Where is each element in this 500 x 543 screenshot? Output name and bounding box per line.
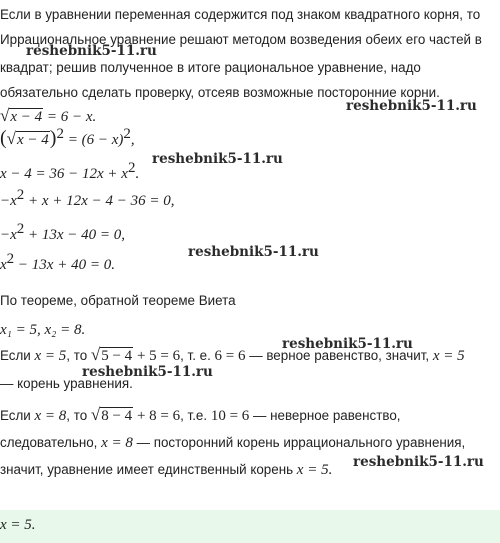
watermark: reshebnik5-11.ru — [188, 244, 319, 260]
watermark: reshebnik5-11.ru — [152, 151, 283, 167]
equation-5: $-x^2 + 13x - 40 = 0$, — [0, 221, 126, 243]
vieta-roots: x₁ = 5, x₂ = 8. — [0, 322, 86, 338]
intro-line-3: квадрат; решив полученное в итоге рациональное уравнение, надо — [0, 60, 421, 75]
watermark: reshebnik5-11.ru — [282, 336, 413, 352]
answer-text: x = 5. — [0, 517, 36, 533]
equation-1: √x − 4 = 6 − x. — [0, 106, 97, 125]
intro-line-2: Иррациональное уравнение решают методом возведения обеих его частей в — [0, 32, 482, 47]
intro-line-4: обязательно сделать проверку, отсеяв возможные посторонние корни. — [0, 85, 440, 100]
check-2-line-1: Если x = 8, то √8 − 4 + 8 = 6, т.е. 10 = 6 — неверное равенство, — [0, 405, 401, 424]
equation-2: $(√x - 4)^2 = (6 - x)^2$, — [0, 126, 135, 149]
check-1-line-2: — корень уравнения. — [0, 376, 133, 391]
watermark: reshebnik5-11.ru — [346, 98, 477, 114]
vieta-text: По теореме, обратной теореме Виета — [0, 293, 236, 308]
equation-6: $x^2 - 13x + 40 = 0$. — [0, 251, 115, 273]
check-2-line-3: значит, уравнение имеет единственный корень x = 5. — [0, 462, 333, 478]
watermark: reshebnik5-11.ru — [26, 43, 157, 59]
check-1-line-1: Если x = 5, то √5 − 4 + 5 = 6, т. е. 6 = 6 — верное равенство, значит, x = 5 — [0, 345, 465, 364]
watermark: reshebnik5-11.ru — [82, 364, 213, 380]
equation-3: $x - 4 = 36 - 12x + x^2$. — [0, 160, 140, 182]
watermark: reshebnik5-11.ru — [353, 454, 484, 470]
sqrt-symbol: √ — [0, 106, 10, 125]
equation-4: $-x^2 + x + 12x - 4 - 36 = 0$, — [0, 187, 175, 209]
check-2-line-2: следовательно, x = 8 — посторонний корень иррационального уравнения, — [0, 435, 466, 451]
answer-box — [0, 510, 500, 543]
intro-line-1: Если в уравнении переменная содержится под знаком квадратного корня, то — [0, 7, 481, 22]
